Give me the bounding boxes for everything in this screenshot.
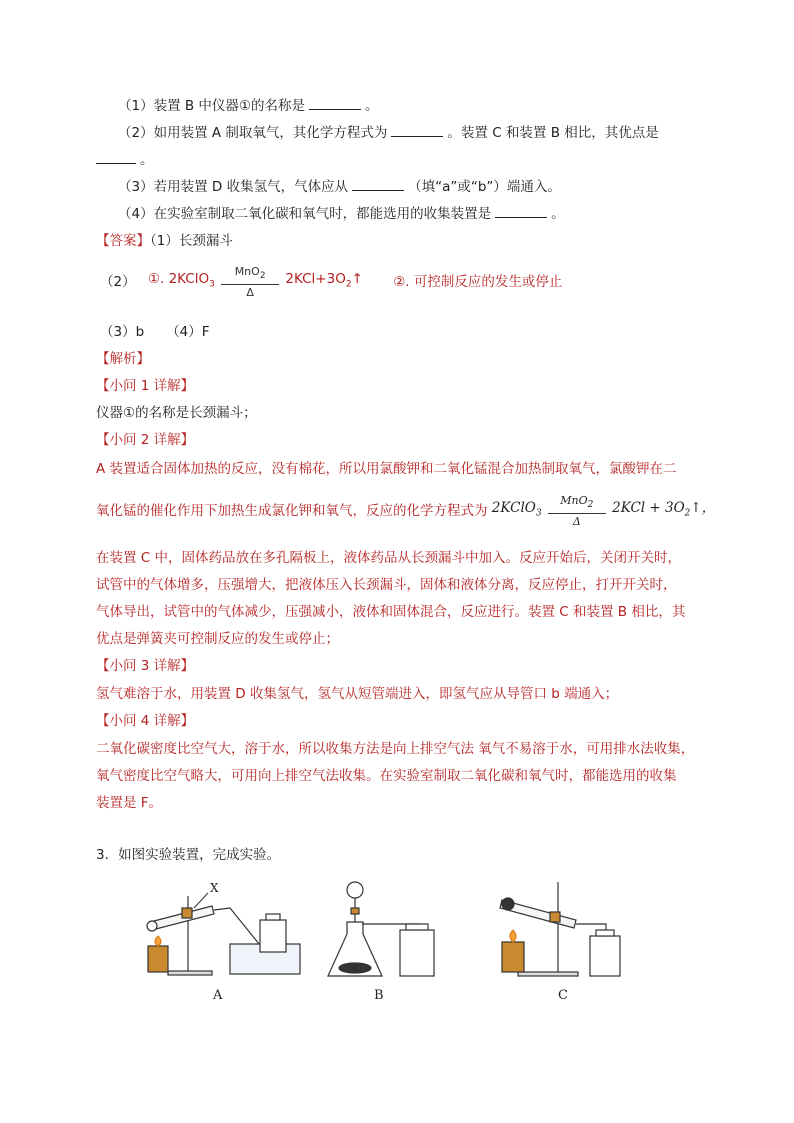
- eq-reactant: [491, 500, 542, 519]
- answer-tag: 【答案】: [96, 233, 150, 249]
- sub-question-2-tag: 【小问 2 详解】: [96, 432, 195, 448]
- sub-question-1-text: 仪器①的名称是长颈漏斗；: [96, 405, 257, 421]
- answer-2-equation: [147, 271, 215, 290]
- answer-4: （4）F: [166, 324, 210, 340]
- eq-product: [612, 500, 716, 519]
- eq-reactant: ①. 2KClO: [147, 271, 210, 288]
- question-3-text: （3）若用装置 D 收集氢气，气体应从: [118, 179, 349, 195]
- question-4: [118, 204, 565, 224]
- question-1: [118, 96, 379, 116]
- caption-c: C: [558, 988, 568, 1003]
- answer-blank: [96, 151, 136, 164]
- eq-catalyst: MnO: [560, 494, 588, 507]
- analysis-4-line-1: 二氧化碳密度比空气大，溶于水，所以收集方法是向上排空气法 氧气不易溶于水，可用排水法收集，: [96, 741, 695, 757]
- analysis-4-line-2: 氧气密度比空气略大，可用向上排空气法收集。在实验室制取二氧化碳和氧气时，都能选用的收集: [96, 768, 677, 784]
- eq-subscript: 3: [535, 508, 542, 519]
- answer-2-label: （2）: [100, 274, 136, 291]
- question-3-title: 3．如图实验装置，完成实验。: [96, 847, 281, 863]
- analysis-3-text: 氢气难溶于水，用装置 D 收集氢气，氢气从短管端进入，即氢气应从导管口 b 端通入；: [96, 686, 619, 702]
- question-3: [118, 177, 561, 197]
- eq-heat: Δ: [246, 286, 254, 300]
- answer-blank: [309, 97, 361, 110]
- apparatus-c: [500, 882, 620, 976]
- question-3-end: （填“a”或“b”）端通入。: [408, 179, 561, 195]
- eq-condition-arrow: [221, 265, 279, 299]
- answer-blank: [495, 205, 547, 218]
- sub-question-1-tag: 【小问 1 详解】: [96, 378, 195, 394]
- caption-a: A: [213, 988, 223, 1003]
- question-1-text: （1）装置 B 中仪器①的名称是: [118, 98, 306, 114]
- eq-subscript: 2: [587, 500, 594, 511]
- apparatus-a: [147, 896, 300, 975]
- eq-subscript: 2: [684, 508, 691, 519]
- question-2: [118, 123, 659, 143]
- question-4-end: 。: [551, 206, 565, 222]
- eq-reactant-text: 2KClO: [491, 500, 536, 517]
- answer-2-second: ②. 可控制反应的发生或停止: [393, 274, 563, 291]
- answer-1: （1）长颈漏斗: [150, 233, 233, 249]
- analysis-2-line-4: 试管中的气体增多，压强增大，把液体压入长颈漏斗，固体和液体分离，反应停止，打开开关时，: [96, 577, 677, 593]
- eq-subscript: 2: [345, 279, 352, 290]
- sub-question-3-tag: 【小问 3 详解】: [96, 658, 195, 674]
- eq-catalyst: MnO: [234, 265, 260, 278]
- analysis-2-line-5: 气体导出，试管中的气体减少，压强减小，液体和固体混合，反应进行。装置 C 和装置 B 相比，其: [96, 604, 686, 620]
- question-1-end: 。: [365, 98, 379, 114]
- question-2-text-b: 。装置 C 和装置 B 相比，其优点是: [447, 125, 659, 141]
- eq-condition-arrow: [548, 494, 606, 528]
- sub-question-4-tag: 【小问 4 详解】: [96, 713, 195, 729]
- eq-subscript: 2: [259, 271, 266, 282]
- answer-blank: [352, 178, 404, 191]
- analysis-2-line-6: 优点是弹簧夹可控制反应的发生或停止；: [96, 631, 339, 647]
- eq-subscript: 3: [209, 279, 215, 290]
- gas-arrow: ↑，: [690, 500, 716, 517]
- analysis-2-text: 氧化锰的催化作用下加热生成氯化钾和氧气，反应的化学方程式为: [96, 503, 488, 520]
- analysis-tag: 【解析】: [96, 351, 150, 367]
- answer-line-1: [96, 231, 233, 251]
- analysis-2-line-3: 在装置 C 中，固体药品放在多孔隔板上，液体药品从长颈漏斗中加入。反应开始后，关闭开关时，: [96, 550, 682, 566]
- analysis-4-line-3: 装置是 F。: [96, 795, 163, 811]
- eq-product-text: 2KCl + 3O: [612, 500, 685, 517]
- analysis-2-line-1: A 装置适合固体加热的反应，没有棉花，所以用氯酸钾和二氧化锰混合加热制取氧气，氯酸钾在二: [96, 461, 677, 477]
- caption-b: B: [374, 988, 384, 1003]
- eq-product-text: 2KCl+3O: [285, 271, 346, 288]
- eq-product: [285, 271, 363, 290]
- question-4-text: （4）在实验室制取二氧化碳和氧气时，都能选用的收集装置是: [118, 206, 492, 222]
- answer-line-3: [100, 322, 210, 342]
- question-2-text: （2）如用装置 A 制取氧气，其化学方程式为: [118, 125, 388, 141]
- label-x: X: [210, 881, 219, 895]
- gas-arrow: ↑: [351, 271, 363, 288]
- answer-3: （3）b: [100, 324, 145, 340]
- answer-blank: [391, 124, 443, 137]
- eq-heat: Δ: [572, 515, 581, 529]
- question-2-cont: [96, 150, 154, 170]
- apparatus-b: [328, 882, 434, 976]
- question-2-end: 。: [140, 152, 154, 168]
- analysis-2-line-2: [96, 494, 715, 528]
- answer-line-2: [100, 265, 562, 305]
